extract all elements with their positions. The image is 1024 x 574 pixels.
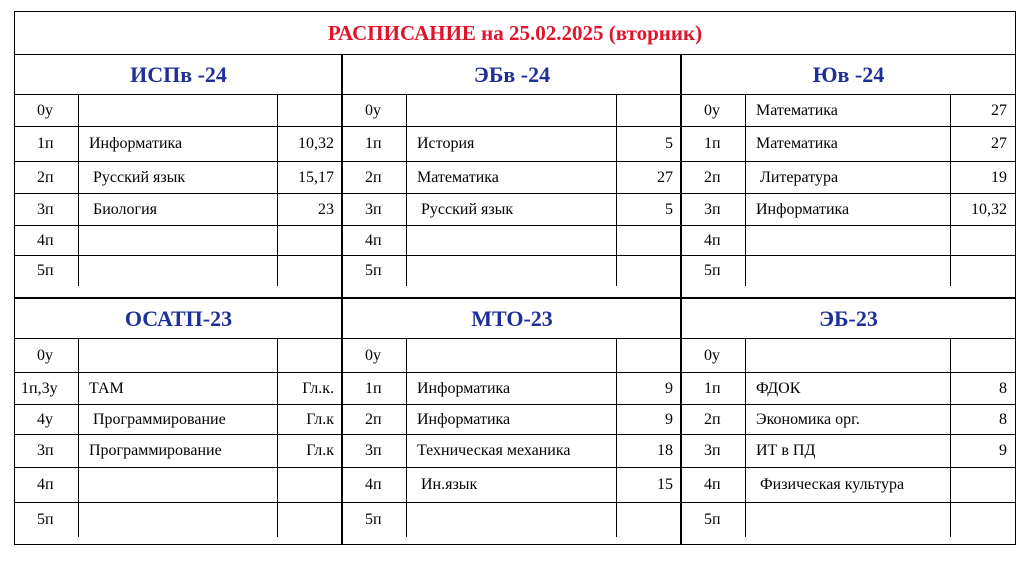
lesson-number: 3п bbox=[343, 194, 407, 225]
schedule-row bbox=[682, 127, 1015, 162]
schedule-row bbox=[343, 373, 681, 405]
lesson-number: 0у bbox=[15, 339, 79, 372]
room-cell bbox=[278, 256, 342, 286]
lesson-number: 0у bbox=[682, 95, 746, 126]
lesson-number: 0у bbox=[15, 95, 79, 126]
room-cell: 9 bbox=[999, 442, 1007, 459]
subject-cell bbox=[79, 95, 278, 126]
schedule-row bbox=[15, 226, 342, 256]
subject-cell: Математика bbox=[746, 127, 951, 161]
lesson-number: 2п bbox=[15, 162, 79, 193]
lesson-number: 3п bbox=[15, 194, 79, 225]
room-cell: 8 bbox=[999, 379, 1007, 397]
lesson-number: 3п bbox=[343, 435, 407, 467]
schedule-row bbox=[15, 256, 342, 286]
schedule-row bbox=[682, 162, 1015, 194]
schedule-row bbox=[343, 468, 681, 503]
schedule-row bbox=[682, 503, 1015, 537]
room-cell: 18 bbox=[657, 442, 673, 459]
schedule-row bbox=[343, 503, 681, 537]
room-cell bbox=[617, 503, 681, 537]
subject-cell bbox=[407, 339, 617, 372]
lesson-number: 5п bbox=[15, 256, 79, 286]
lesson-number: 2п bbox=[343, 162, 407, 193]
schedule-row bbox=[15, 435, 342, 468]
room-cell: 15 bbox=[657, 476, 673, 493]
subject-cell: Биология bbox=[79, 194, 278, 225]
subject-cell: Программирование bbox=[79, 405, 278, 434]
subject-cell bbox=[746, 503, 951, 537]
lesson-number: 3п bbox=[682, 194, 746, 225]
lesson-number: 4п bbox=[682, 468, 746, 502]
group-title: ЭБ-23 bbox=[682, 299, 1015, 339]
lesson-number: 5п bbox=[15, 503, 79, 537]
room-cell bbox=[278, 503, 342, 537]
schedule-row bbox=[682, 405, 1015, 435]
subject-cell bbox=[79, 468, 278, 502]
schedule-row bbox=[15, 95, 342, 127]
lesson-number: 3п bbox=[682, 435, 746, 467]
lesson-number: 5п bbox=[682, 256, 746, 286]
lesson-number: 4п bbox=[15, 226, 79, 255]
room-cell bbox=[951, 503, 1015, 537]
schedule-row bbox=[682, 435, 1015, 468]
schedule-row bbox=[343, 162, 681, 194]
room-cell: 27 bbox=[991, 135, 1007, 152]
room-cell bbox=[617, 95, 681, 126]
subject-cell bbox=[407, 503, 617, 537]
subject-cell: Информатика bbox=[407, 373, 617, 404]
subject-cell: ФДОК bbox=[746, 373, 951, 404]
room-cell: 9 bbox=[665, 379, 673, 397]
group-block-yuv-24 bbox=[682, 55, 1015, 298]
divider-vertical bbox=[341, 55, 343, 544]
lesson-number: 0у bbox=[343, 95, 407, 126]
group-title: ОСАТП-23 bbox=[15, 299, 342, 339]
room-cell: Гл.к bbox=[306, 442, 334, 459]
schedule-row bbox=[682, 339, 1015, 373]
lesson-number: 1п bbox=[682, 373, 746, 404]
schedule-row bbox=[15, 503, 342, 537]
room-cell: 15,17 bbox=[298, 168, 334, 186]
subject-cell bbox=[746, 339, 951, 372]
schedule-row bbox=[682, 194, 1015, 226]
lesson-number: 4п bbox=[343, 226, 407, 255]
schedule-row bbox=[343, 339, 681, 373]
subject-cell: История bbox=[407, 127, 617, 161]
schedule-row bbox=[682, 373, 1015, 405]
lesson-number: 4п bbox=[15, 468, 79, 502]
room-cell: 23 bbox=[318, 200, 334, 218]
room-cell bbox=[278, 339, 342, 372]
room-cell bbox=[951, 339, 1015, 372]
page-title: РАСПИСАНИЕ на 25.02.2025 (вторник) bbox=[15, 12, 1015, 55]
schedule-row bbox=[682, 256, 1015, 286]
lesson-number: 1п bbox=[343, 127, 407, 161]
subject-cell: Информатика bbox=[79, 127, 278, 161]
room-cell: 8 bbox=[999, 410, 1007, 428]
schedule-row bbox=[15, 162, 342, 194]
lesson-number: 3п bbox=[15, 435, 79, 467]
schedule-row bbox=[15, 373, 342, 405]
divider-horizontal bbox=[15, 297, 1015, 299]
room-cell: 27 bbox=[991, 101, 1007, 119]
subject-cell: ТАМ bbox=[79, 373, 278, 404]
room-cell: 19 bbox=[991, 168, 1007, 186]
lesson-number: 4п bbox=[682, 226, 746, 255]
group-title: ЭБв -24 bbox=[343, 55, 681, 95]
lesson-number: 4п bbox=[343, 468, 407, 502]
lesson-number: 5п bbox=[343, 503, 407, 537]
subject-cell bbox=[79, 503, 278, 537]
lesson-number: 5п bbox=[343, 256, 407, 286]
subject-cell bbox=[407, 256, 617, 286]
subject-cell: ИТ в ПД bbox=[746, 435, 951, 467]
subject-cell: Экономика орг. bbox=[746, 405, 951, 434]
room-cell: 5 bbox=[665, 135, 673, 152]
lesson-number: 2п bbox=[682, 162, 746, 193]
schedule-row bbox=[15, 468, 342, 503]
room-cell bbox=[951, 226, 1015, 255]
subject-cell bbox=[79, 226, 278, 255]
room-cell: 27 bbox=[657, 168, 673, 186]
group-block-mto-23 bbox=[343, 299, 681, 544]
lesson-number: 5п bbox=[682, 503, 746, 537]
schedule-row bbox=[343, 435, 681, 468]
group-block-ispv-24 bbox=[15, 55, 342, 298]
room-cell: 5 bbox=[665, 200, 673, 218]
room-cell bbox=[278, 95, 342, 126]
room-cell bbox=[951, 256, 1015, 286]
room-cell: 10,32 bbox=[298, 135, 334, 152]
schedule-row bbox=[682, 468, 1015, 503]
subject-cell: Программирование bbox=[79, 435, 278, 467]
lesson-number: 0у bbox=[682, 339, 746, 372]
schedule-row bbox=[15, 194, 342, 226]
schedule-row bbox=[343, 95, 681, 127]
schedule-row bbox=[15, 339, 342, 373]
group-block-eb-23 bbox=[682, 299, 1015, 544]
room-cell bbox=[278, 226, 342, 255]
subject-cell bbox=[746, 226, 951, 255]
group-block-ebv-24 bbox=[343, 55, 681, 298]
schedule-sheet bbox=[14, 11, 1016, 545]
schedule-row bbox=[343, 194, 681, 226]
subject-cell bbox=[746, 256, 951, 286]
room-cell bbox=[617, 256, 681, 286]
schedule-row bbox=[15, 405, 342, 435]
room-cell bbox=[617, 339, 681, 372]
schedule-row bbox=[682, 226, 1015, 256]
subject-cell: Русский язык bbox=[407, 194, 617, 225]
lesson-number: 0у bbox=[343, 339, 407, 372]
subject-cell bbox=[407, 226, 617, 255]
schedule-row bbox=[15, 127, 342, 162]
subject-cell: Ин.язык bbox=[407, 468, 617, 502]
room-cell bbox=[278, 468, 342, 502]
room-cell: 10,32 bbox=[971, 200, 1007, 218]
subject-cell: Литература bbox=[746, 162, 951, 193]
lesson-number: 4у bbox=[15, 405, 79, 434]
schedule-row bbox=[682, 95, 1015, 127]
subject-cell bbox=[407, 95, 617, 126]
schedule-row bbox=[343, 226, 681, 256]
schedule-row bbox=[343, 127, 681, 162]
subject-cell: Русский язык bbox=[79, 162, 278, 193]
subject-cell: Математика bbox=[407, 162, 617, 193]
subject-cell: Информатика bbox=[746, 194, 951, 225]
subject-cell: Информатика bbox=[407, 405, 617, 434]
room-cell bbox=[617, 226, 681, 255]
group-title: ИСПв -24 bbox=[15, 55, 342, 95]
schedule-row bbox=[343, 405, 681, 435]
room-cell: 9 bbox=[665, 410, 673, 428]
subject-cell bbox=[79, 339, 278, 372]
group-block-osatp-23 bbox=[15, 299, 342, 544]
subject-cell: Математика bbox=[746, 95, 951, 126]
room-cell: Гл.к. bbox=[302, 379, 334, 397]
subject-cell: Физическая культура bbox=[746, 468, 951, 502]
lesson-number: 2п bbox=[343, 405, 407, 434]
subject-cell bbox=[79, 256, 278, 286]
group-title: МТО-23 bbox=[343, 299, 681, 339]
group-title: Юв -24 bbox=[682, 55, 1015, 95]
lesson-number: 1п bbox=[15, 127, 79, 161]
subject-cell: Техническая механика bbox=[407, 435, 617, 467]
lesson-number: 1п,3у bbox=[15, 373, 79, 404]
lesson-number: 2п bbox=[682, 405, 746, 434]
divider-vertical bbox=[680, 55, 682, 544]
lesson-number: 1п bbox=[343, 373, 407, 404]
room-cell bbox=[951, 468, 1015, 502]
schedule-row bbox=[343, 256, 681, 286]
room-cell: Гл.к bbox=[306, 410, 334, 428]
lesson-number: 1п bbox=[682, 127, 746, 161]
